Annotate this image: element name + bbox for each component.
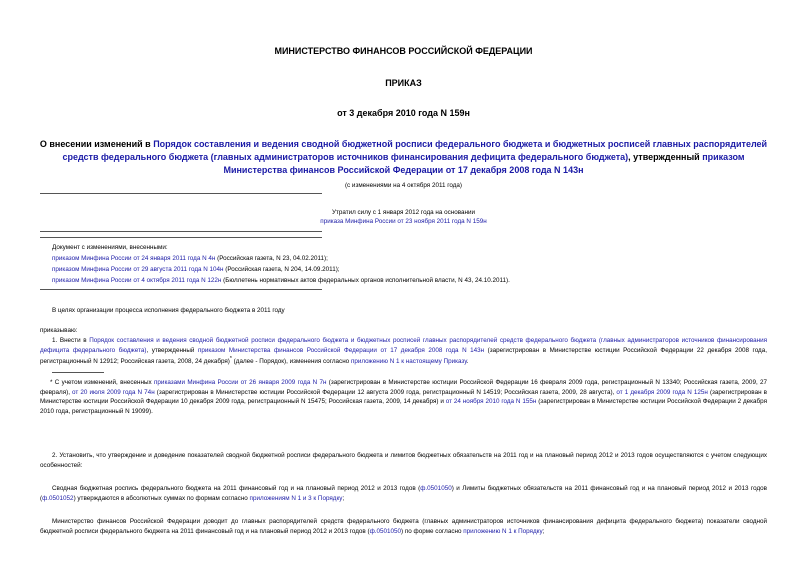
divider [40,231,322,232]
footnote-divider [52,372,104,373]
paragraph-4 [40,517,767,536]
p3-text: ; [342,494,345,502]
ministry-heading: МИНИСТЕРСТВО ФИНАНСОВ РОССИЙСКОЙ ФЕДЕРАЦИИ [274,46,533,56]
form-link[interactable]: ф.0501050 [369,527,402,535]
amendment-source: (Российская газета, N 23, 04.02.2011); [215,255,328,262]
p1-link-appendix[interactable]: приложению N 1 к настоящему Приказу [350,358,467,366]
footnote-marker: * [229,356,232,363]
p3-text: Сводная бюджетная роспись федерального бюджета на 2011 финансовый год и на плановый период 2012 и 2013 годов ( [52,485,421,492]
title-link-procedure[interactable]: Порядок составления и ведения сводной бюджетной росписи федерального бюджета и бюджетных росписей главных распорядителей средств федерального бюджета (главных администраторов источников финансирования дефицита федерального бюджета) [62,139,768,162]
amendment-link[interactable]: приказом Минфина России от 24 января 2011 года N 4н [52,255,216,262]
expired-link[interactable]: приказа Минфина России от 23 ноября 2011 года N 159н [320,218,487,225]
p1-text: , утвержденный [146,346,198,354]
footnote-text: (зарегистрирован в Министерстве юстиции Российской Федерации 16 февраля 2009 года, регистрационный N 13340; Российская газета, 2009, 27 февраля), [40,379,768,396]
p1-link-order[interactable]: приказом Министерства финансов Российской Федерации от 17 декабря 2008 года N 143н [197,346,485,354]
footnote-link[interactable]: от 24 ноября 2010 года N 155н [445,398,537,406]
title-link-order[interactable]: приказом [702,152,745,162]
amendment-item [52,265,340,274]
amendment-item [52,276,510,285]
footnote-link[interactable]: от 20 июля 2009 года N 74н [72,388,155,396]
p3-text: ) и Лимиты бюджетных обязательств на 2011 финансовый год и на плановый период 2012 и 2013 годов ( [40,485,767,502]
footnote [40,378,767,416]
footnote-text: * С учетом изменений, внесенных [50,379,155,386]
expired-note: Утратил силу с 1 января 2012 года на основании [331,209,476,216]
divider [40,237,322,238]
order-heading: ПРИКАЗ [385,78,422,88]
appendix-link[interactable]: приложениям N 1 и 3 к Порядку [249,494,343,502]
footnote-link[interactable]: от 1 декабря 2009 года N 125н [616,388,708,396]
p1-text: (далее - Порядок), изменения согласно [231,358,351,366]
p4-text: Министерство финансов Российской Федерации доводит до главных распорядителей средств федерального бюджета (главных администраторов источников финансирования дефицита федерального бюджета) показатели сводной бюджетной росписи федерального бюджета на 2011 финансовый год и на плановый период 2012 и 2013 годов ( [40,518,767,535]
p1-text: . [466,358,469,366]
p4-text: ; [542,527,545,535]
paragraph-3 [40,484,767,503]
appendix-link[interactable]: приложению N 1 к Порядку [463,527,543,535]
order-title [30,138,777,177]
p2-text: 2. Установить, что утверждение и доведение показателей сводной бюджетной росписи федерального бюджета и лимитов бюджетных обязательств на 2011 год и на плановый период 2012 и 2013 годов осуществляются с учетом следующих особенностей: [40,452,767,469]
amendment-link[interactable]: приказом Минфина России от 4 октября 2011 года N 122н [52,277,222,284]
footnote-text: (зарегистрирован в Министерстве юстиции Российской Федерации 10 декабря 2009 года, регистрационный N 15475; Российская газета, 2009, 14 декабря) и [40,388,767,406]
divider [40,193,322,194]
amendment-source: (Бюллетень нормативных актов федеральных органов исполнительной власти, N 43, 24.10.2011). [221,277,510,284]
form-link[interactable]: ф.0501052 [42,494,74,502]
paragraph-2 [40,451,767,470]
p1-text: 1. Внести в [52,337,90,344]
amendment-item [52,254,328,263]
p1-text: (зарегистрирован в Министерстве юстиции Российской Федерации 22 декабря 2008 года, регистрационный N 12912; Российская газета, 2008, 24 декабря) [40,346,767,366]
purpose-text: В целях организации процесса исполнения федерального бюджета в 2011 году [52,307,285,314]
expired-link-line [0,217,807,226]
title-middle: , утвержденный [628,152,703,162]
paragraph-1 [40,336,767,367]
title-suffix-link[interactable]: Министерства финансов Российской Федерации от 17 декабря 2008 года N 143н [223,165,584,175]
modifications-note: (с изменениями на 4 октября 2011 года) [344,182,463,189]
footnote-link[interactable]: приказами Минфина России от 26 января 2009 года N 7н [154,379,327,386]
p4-text: ) по форме согласно [401,527,464,535]
amendments-heading: Документ с изменениями, внесенными: [52,244,168,251]
amendment-link[interactable]: приказом Минфина России от 29 августа 2011 года N 104н [52,266,224,273]
footnote-text: (зарегистрирован в Министерстве юстиции Российской Федерации 2 декабря 2010 года, регистрационный N 19099). [40,398,767,415]
p3-text: ) утверждаются в абсолютных суммах по формам согласно [73,494,250,502]
order-word: приказываю: [40,327,78,334]
divider [40,289,322,290]
order-date-number: от 3 декабря 2010 года N 159н [337,108,470,118]
footnote-text: (зарегистрирован в Министерстве юстиции Российской Федерации 12 августа 2009 года, регистрационный N 14519; Российская газета, 2009, 28 августа), [154,388,617,396]
amendment-source: (Российская газета, N 204, 14.09.2011); [223,266,340,273]
p1-link-procedure[interactable]: Порядок составления и ведения сводной бюджетной росписи федерального бюджета и бюджетных росписей главных распорядителей средств федерального бюджета (главных администраторов источников финансирования дефицита федерального бюджета) [40,337,768,354]
title-prefix: О внесении изменений в [39,139,154,149]
form-link[interactable]: ф.0501050 [420,485,452,492]
